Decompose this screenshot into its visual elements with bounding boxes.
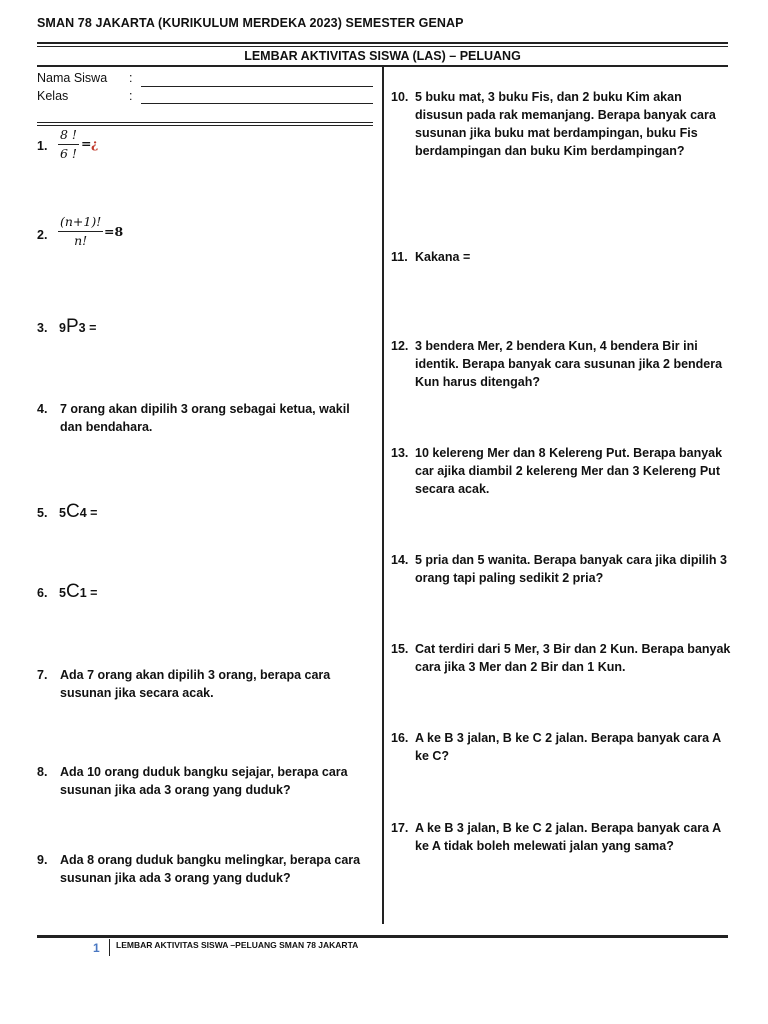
question-number: 4. bbox=[37, 402, 48, 416]
question-text: 10 kelereng Mer dan 8 Kelereng Put. Berapa banyak car ajika diambil 2 kelereng Mer dan 3 Kelereng Put secara acak. bbox=[415, 446, 723, 496]
question-5 bbox=[37, 503, 97, 522]
class-colon: : bbox=[129, 89, 133, 103]
question-number: 14. bbox=[391, 553, 409, 567]
footer-rule bbox=[37, 935, 728, 938]
question-number: 2. bbox=[37, 228, 48, 242]
notation-prefix: 9 bbox=[59, 321, 66, 335]
question-number: 10. bbox=[391, 90, 409, 104]
fraction-numerator: (n+1)! bbox=[58, 213, 103, 232]
name-colon: : bbox=[129, 71, 133, 85]
question-number: 16. bbox=[391, 731, 409, 745]
question-number: 1. bbox=[37, 139, 48, 153]
fraction-denominator: n! bbox=[74, 233, 88, 248]
question-number: 12. bbox=[391, 339, 409, 353]
question-text: Ada 7 orang akan dipilih 3 orang, berapa cara susunan jika secara acak. bbox=[60, 668, 331, 700]
notation-suffix: 1 = bbox=[79, 586, 98, 600]
question-text: Kakana = bbox=[415, 250, 471, 264]
question-number: 11. bbox=[391, 250, 408, 264]
header-rule-top bbox=[37, 42, 728, 44]
notation-symbol: P bbox=[65, 316, 79, 337]
question-text: Ada 10 orang duduk bangku sejajar, berapa cara susunan jika ada 3 orang yang duduk? bbox=[60, 765, 348, 797]
notation-suffix: 3 = bbox=[78, 321, 97, 335]
question-mark: ¿ bbox=[91, 136, 99, 151]
question-number: 8. bbox=[37, 765, 48, 779]
question-text: 5 pria dan 5 wanita. Berapa banyak cara jika dipilih 3 orang tapi paling sedikit 2 pria? bbox=[415, 553, 727, 585]
fraction-numerator: 8 ! bbox=[58, 126, 79, 145]
name-label: Nama Siswa bbox=[37, 71, 108, 85]
notation-suffix: 4 = bbox=[79, 506, 98, 520]
fraction-denominator: 6 ! bbox=[60, 146, 77, 161]
fraction bbox=[58, 213, 103, 250]
column-divider bbox=[382, 66, 384, 924]
footer-text: LEMBAR AKTIVITAS SISWA –PELUANG SMAN 78 JAKARTA bbox=[116, 940, 359, 950]
class-field[interactable] bbox=[141, 103, 373, 104]
question-6 bbox=[37, 583, 97, 602]
question-number: 17. bbox=[391, 821, 409, 835]
name-field[interactable] bbox=[141, 86, 373, 87]
question-text: 5 buku mat, 3 buku Fis, dan 2 buku Kim akan disusun pada rak memanjang. Berapa banyak cara susunan jika buku mat berdampingan, buku Fis berdampingan dan buku Kim berdampingan? bbox=[415, 90, 716, 158]
notation-prefix: 5 bbox=[59, 586, 66, 600]
question-text: 3 bendera Mer, 2 bendera Kun, 4 bendera Bir ini identik. Berapa banyak cara susunan jika 2 bendera Kun harus ditengah? bbox=[415, 339, 723, 389]
question-text: 7 orang akan dipilih 3 orang sebagai ketua, wakil dan bendahara. bbox=[60, 402, 350, 434]
notation-symbol: C bbox=[65, 501, 80, 522]
question-number: 3. bbox=[37, 321, 48, 335]
footer-separator bbox=[109, 939, 110, 956]
question-3 bbox=[37, 318, 96, 337]
fields-rule-2 bbox=[37, 125, 373, 126]
question-number: 5. bbox=[37, 506, 48, 520]
page-number: 1 bbox=[93, 941, 100, 955]
question-number: 7. bbox=[37, 668, 48, 682]
class-label: Kelas bbox=[37, 89, 69, 103]
question-text: A ke B 3 jalan, B ke C 2 jalan. Berapa banyak cara A ke A tidak boleh melewati jalan yang sama? bbox=[415, 821, 721, 853]
question-number: 6. bbox=[37, 586, 48, 600]
question-text: A ke B 3 jalan, B ke C 2 jalan. Berapa banyak cara A ke C? bbox=[415, 731, 721, 763]
fraction bbox=[58, 126, 79, 163]
equals-value: =8 bbox=[104, 224, 124, 239]
fields-rule-1 bbox=[37, 122, 373, 123]
notation-symbol: C bbox=[65, 581, 80, 602]
question-text: Ada 8 orang duduk bangku melingkar, berapa cara susunan jika ada 3 orang yang duduk? bbox=[60, 853, 361, 885]
question-number: 15. bbox=[391, 642, 409, 656]
question-number: 9. bbox=[37, 853, 48, 867]
question-text: Cat terdiri dari 5 Mer, 3 Bir dan 2 Kun. Berapa banyak cara jika 3 Mer dan 2 Bir dan 1 Kun. bbox=[415, 642, 731, 674]
header-rule-top-thin bbox=[37, 46, 728, 47]
notation-prefix: 5 bbox=[59, 506, 66, 520]
school-header: SMAN 78 JAKARTA (KURIKULUM MERDEKA 2023) SEMESTER GENAP bbox=[37, 16, 464, 30]
equals-sign: = bbox=[81, 136, 92, 151]
question-number: 13. bbox=[391, 446, 409, 460]
page-title: LEMBAR AKTIVITAS SISWA (LAS) – PELUANG bbox=[244, 49, 521, 63]
